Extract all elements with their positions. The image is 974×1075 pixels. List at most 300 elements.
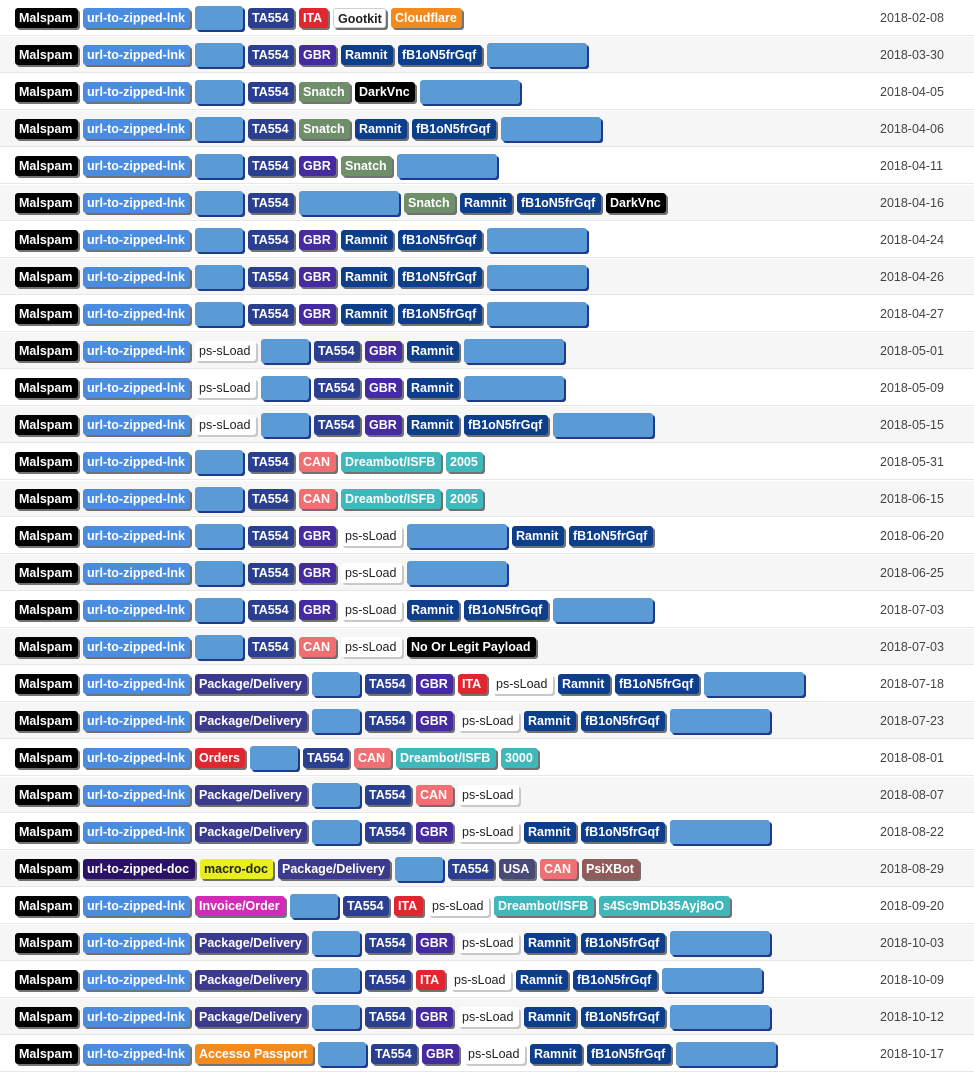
table-row[interactable] [0,555,974,591]
tag-malspam[interactable]: Malspam [15,193,78,213]
tag-gbr[interactable]: GBR [365,341,402,361]
tag-dreambot-isfb[interactable]: Dreambot/ISFB [341,452,441,472]
tag-accesso-passport[interactable]: Accesso Passport [195,1044,313,1064]
tag-can[interactable]: CAN [299,489,336,509]
redacted-block [250,746,298,770]
table-row[interactable] [0,592,974,628]
tag-package-delivery[interactable]: Package/Delivery [195,970,307,990]
table-row[interactable] [0,74,974,110]
row-date: 2018-07-18 [880,677,944,691]
tag-malspam[interactable]: Malspam [15,378,78,398]
table-row[interactable] [0,888,974,924]
table-row[interactable] [0,0,974,36]
redacted-block [299,191,399,215]
row-date: 2018-07-23 [880,714,944,728]
tag-ps-sload[interactable]: ps-sLoad [341,600,402,620]
tag-ramnit[interactable]: Ramnit [512,526,564,546]
tag-malspam[interactable]: Malspam [15,45,78,65]
tag-ta554[interactable]: TA554 [248,119,294,139]
tag-fb1on5frgqf[interactable]: fB1oN5frGqf [464,600,548,620]
table-row[interactable] [0,185,974,221]
tag-malspam[interactable]: Malspam [15,822,78,842]
tag-ta554[interactable]: TA554 [248,637,294,657]
tag-url-to-zipped-lnk[interactable]: url-to-zipped-lnk [83,230,190,250]
tag-ps-sload[interactable]: ps-sLoad [458,1007,519,1027]
tag-gbr[interactable]: GBR [299,230,336,250]
redacted-block [420,80,520,104]
tag-ramnit[interactable]: Ramnit [516,970,568,990]
tag-fb1on5frgqf[interactable]: fB1oN5frGqf [517,193,601,213]
tag-url-to-zipped-lnk[interactable]: url-to-zipped-lnk [83,82,190,102]
table-row[interactable] [0,740,974,776]
tag-package-delivery[interactable]: Package/Delivery [195,1007,307,1027]
tag-ramnit[interactable]: Ramnit [407,378,459,398]
row-date: 2018-10-09 [880,973,944,987]
tag-gbr[interactable]: GBR [365,415,402,435]
tag-url-to-zipped-lnk[interactable]: url-to-zipped-lnk [83,193,190,213]
tag-fb1on5frgqf[interactable]: fB1oN5frGqf [398,230,482,250]
tag-ramnit[interactable]: Ramnit [341,267,393,287]
tag-fb1on5frgqf[interactable]: fB1oN5frGqf [464,415,548,435]
tag-fb1on5frgqf[interactable]: fB1oN5frGqf [398,267,482,287]
row-date: 2018-09-20 [880,899,944,913]
tag-ta554[interactable]: TA554 [365,785,411,805]
tag-gbr[interactable]: GBR [299,45,336,65]
tag-ta554[interactable]: TA554 [314,341,360,361]
tag-usa[interactable]: USA [499,859,535,879]
tag-package-delivery[interactable]: Package/Delivery [195,785,307,805]
tag-can[interactable]: CAN [354,748,391,768]
tag-ita[interactable]: ITA [394,896,423,916]
row-date: 2018-04-26 [880,270,944,284]
tag-fb1on5frgqf[interactable]: fB1oN5frGqf [573,970,657,990]
tag-ta554[interactable]: TA554 [248,489,294,509]
table-row[interactable] [0,37,974,73]
tag-ta554[interactable]: TA554 [365,1007,411,1027]
table-row[interactable] [0,518,974,554]
tag-ta554[interactable]: TA554 [248,156,294,176]
tag-ramnit[interactable]: Ramnit [341,304,393,324]
tag-orders[interactable]: Orders [195,748,245,768]
tag-ta554[interactable]: TA554 [248,526,294,546]
table-row[interactable] [0,814,974,850]
tag-ramnit[interactable]: Ramnit [341,230,393,250]
tag-dreambot-isfb[interactable]: Dreambot/ISFB [396,748,496,768]
tag-malspam[interactable]: Malspam [15,1044,78,1064]
tag-malspam[interactable]: Malspam [15,748,78,768]
tag-malspam[interactable]: Malspam [15,119,78,139]
redacted-block [195,80,243,104]
redacted-block [261,413,309,437]
tag-ps-sload[interactable]: ps-sLoad [195,378,256,398]
redacted-block [407,524,507,548]
row-date: 2018-04-06 [880,122,944,136]
tag-2005[interactable]: 2005 [446,452,483,472]
tag-malspam[interactable]: Malspam [15,452,78,472]
tag-malspam[interactable]: Malspam [15,896,78,916]
redacted-block [312,968,360,992]
redacted-block [407,561,507,585]
redacted-block [195,265,243,289]
redacted-block [464,376,564,400]
tag-malspam[interactable]: Malspam [15,933,78,953]
row-date: 2018-10-17 [880,1047,944,1061]
tag-url-to-zipped-lnk[interactable]: url-to-zipped-lnk [83,156,190,176]
tag-cloudflare[interactable]: Cloudflare [391,8,462,28]
tag-ramnit[interactable]: Ramnit [524,933,576,953]
tag-malspam[interactable]: Malspam [15,637,78,657]
redacted-block [195,117,243,141]
row-date: 2018-10-03 [880,936,944,950]
tag-fb1on5frgqf[interactable]: fB1oN5frGqf [398,304,482,324]
tag-ta554[interactable]: TA554 [248,8,294,28]
redacted-block [312,931,360,955]
tag-fb1on5frgqf[interactable]: fB1oN5frGqf [587,1044,671,1064]
row-date: 2018-06-15 [880,492,944,506]
tag-malspam[interactable]: Malspam [15,341,78,361]
tag-package-delivery[interactable]: Package/Delivery [278,859,390,879]
tag-ps-sload[interactable]: ps-sLoad [458,711,519,731]
tag-url-to-zipped-lnk[interactable]: url-to-zipped-lnk [83,970,190,990]
row-date: 2018-05-01 [880,344,944,358]
tag-fb1on5frgqf[interactable]: fB1oN5frGqf [412,119,496,139]
tag-darkvnc[interactable]: DarkVnc [606,193,666,213]
row-date: 2018-05-09 [880,381,944,395]
tag-url-to-zipped-lnk[interactable]: url-to-zipped-lnk [83,600,190,620]
tag-macro-doc[interactable]: macro-doc [200,859,273,879]
row-date: 2018-08-01 [880,751,944,765]
redacted-block [195,43,243,67]
redacted-block [704,672,804,696]
table-row[interactable] [0,222,974,258]
tag-gbr[interactable]: GBR [416,711,453,731]
table-row[interactable] [0,148,974,184]
tag-fb1on5frgqf[interactable]: fB1oN5frGqf [569,526,653,546]
tag-ta554[interactable]: TA554 [365,711,411,731]
tag-gbr[interactable]: GBR [299,526,336,546]
table-row[interactable] [0,259,974,295]
row-date: 2018-08-07 [880,788,944,802]
redacted-block [195,450,243,474]
table-row[interactable] [0,962,974,998]
tag-malspam[interactable]: Malspam [15,230,78,250]
redacted-block [195,154,243,178]
redacted-block [553,598,653,622]
tag-can[interactable]: CAN [416,785,453,805]
redacted-block [464,339,564,363]
tag-no-or-legit-payload[interactable]: No Or Legit Payload [407,637,536,657]
tag-ramnit[interactable]: Ramnit [407,415,459,435]
table-row[interactable] [0,851,974,887]
redacted-block [487,43,587,67]
tag-url-to-zipped-lnk[interactable]: url-to-zipped-lnk [83,711,190,731]
tag-ta554[interactable]: TA554 [314,415,360,435]
tag-can[interactable]: CAN [299,452,336,472]
tag-url-to-zipped-lnk[interactable]: url-to-zipped-lnk [83,822,190,842]
tag-ps-sload[interactable]: ps-sLoad [458,822,519,842]
tag-gbr[interactable]: GBR [416,674,453,694]
tag-malspam[interactable]: Malspam [15,267,78,287]
tag-ta554[interactable]: TA554 [248,600,294,620]
tag-url-to-zipped-lnk[interactable]: url-to-zipped-lnk [83,341,190,361]
redacted-block [553,413,653,437]
tag-snatch[interactable]: Snatch [299,82,350,102]
tag-snatch[interactable]: Snatch [404,193,455,213]
tag-dreambot-isfb[interactable]: Dreambot/ISFB [341,489,441,509]
tag-ps-sload[interactable]: ps-sLoad [450,970,511,990]
table-row[interactable] [0,296,974,332]
redacted-block [501,117,601,141]
tag-ta554[interactable]: TA554 [365,933,411,953]
table-row[interactable] [0,703,974,739]
tag-ta554[interactable]: TA554 [248,230,294,250]
tag-malspam[interactable]: Malspam [15,304,78,324]
redacted-block [195,302,243,326]
redacted-block [195,191,243,215]
redacted-block [318,1042,366,1066]
tag-ta554[interactable]: TA554 [448,859,494,879]
tag-ps-sload[interactable]: ps-sLoad [458,785,519,805]
row-date: 2018-04-16 [880,196,944,210]
tag-ramnit[interactable]: Ramnit [530,1044,582,1064]
redacted-block [195,561,243,585]
tag-psixbot[interactable]: PsiXBot [582,859,639,879]
row-date: 2018-05-31 [880,455,944,469]
tag-s4sc9mdb35ayj8oo[interactable]: s4Sc9mDb35Ayj8oO [599,896,730,916]
tag-3000[interactable]: 3000 [501,748,538,768]
tag-gbr[interactable]: GBR [416,933,453,953]
tag-url-to-zipped-lnk[interactable]: url-to-zipped-lnk [83,1044,190,1064]
tag-ita[interactable]: ITA [458,674,487,694]
tag-malspam[interactable]: Malspam [15,563,78,583]
tag-url-to-zipped-lnk[interactable]: url-to-zipped-lnk [83,526,190,546]
tag-malspam[interactable]: Malspam [15,859,78,879]
tag-gbr[interactable]: GBR [365,378,402,398]
tag-snatch[interactable]: Snatch [341,156,392,176]
tag-url-to-zipped-lnk[interactable]: url-to-zipped-lnk [83,748,190,768]
tag-url-to-zipped-lnk[interactable]: url-to-zipped-lnk [83,452,190,472]
tag-snatch[interactable]: Snatch [299,119,350,139]
tag-url-to-zipped-lnk[interactable]: url-to-zipped-lnk [83,563,190,583]
row-date: 2018-08-22 [880,825,944,839]
redacted-block [195,6,243,30]
tag-malspam[interactable]: Malspam [15,489,78,509]
tag-url-to-zipped-lnk[interactable]: url-to-zipped-lnk [83,785,190,805]
row-date: 2018-04-27 [880,307,944,321]
tag-url-to-zipped-doc[interactable]: url-to-zipped-doc [83,859,195,879]
tag-ramnit[interactable]: Ramnit [524,711,576,731]
redacted-block [290,894,338,918]
tag-url-to-zipped-lnk[interactable]: url-to-zipped-lnk [83,119,190,139]
tag-url-to-zipped-lnk[interactable]: url-to-zipped-lnk [83,8,190,28]
tag-ps-sload[interactable]: ps-sLoad [341,563,402,583]
tag-gbr[interactable]: GBR [299,267,336,287]
tag-ta554[interactable]: TA554 [343,896,389,916]
tag-url-to-zipped-lnk[interactable]: url-to-zipped-lnk [83,489,190,509]
tag-url-to-zipped-lnk[interactable]: url-to-zipped-lnk [83,1007,190,1027]
tag-gbr[interactable]: GBR [416,1007,453,1027]
tag-url-to-zipped-lnk[interactable]: url-to-zipped-lnk [83,45,190,65]
tag-url-to-zipped-lnk[interactable]: url-to-zipped-lnk [83,637,190,657]
row-date: 2018-05-15 [880,418,944,432]
tag-ramnit[interactable]: Ramnit [341,45,393,65]
table-row[interactable] [0,111,974,147]
row-date: 2018-02-08 [880,11,944,25]
redacted-block [676,1042,776,1066]
tag-ramnit[interactable]: Ramnit [558,674,610,694]
tag-ramnit[interactable]: Ramnit [524,822,576,842]
tag-fb1on5frgqf[interactable]: fB1oN5frGqf [581,822,665,842]
tag-ta554[interactable]: TA554 [248,193,294,213]
redacted-block [670,1005,770,1029]
redacted-block [261,339,309,363]
tag-gbr[interactable]: GBR [299,600,336,620]
tag-malspam[interactable]: Malspam [15,415,78,435]
tag-ps-sload[interactable]: ps-sLoad [492,674,553,694]
tag-ps-sload[interactable]: ps-sLoad [341,637,402,657]
tag-gbr[interactable]: GBR [299,156,336,176]
redacted-block [395,857,443,881]
table-row[interactable] [0,444,974,480]
row-date: 2018-08-29 [880,862,944,876]
tag-gootkit[interactable]: Gootkit [333,8,386,28]
tag-url-to-zipped-lnk[interactable]: url-to-zipped-lnk [83,674,190,694]
redacted-block [487,228,587,252]
tag-ps-sload[interactable]: ps-sLoad [464,1044,525,1064]
row-date: 2018-07-03 [880,603,944,617]
tag-url-to-zipped-lnk[interactable]: url-to-zipped-lnk [83,304,190,324]
tag-malspam[interactable]: Malspam [15,600,78,620]
tag-malspam[interactable]: Malspam [15,1007,78,1027]
tag-ta554[interactable]: TA554 [248,45,294,65]
tag-malspam[interactable]: Malspam [15,674,78,694]
tag-ta554[interactable]: TA554 [365,822,411,842]
row-date: 2018-04-11 [880,159,944,173]
tag-fb1on5frgqf[interactable]: fB1oN5frGqf [581,1007,665,1027]
tag-malspam[interactable]: Malspam [15,785,78,805]
redacted-block [662,968,762,992]
tag-fb1on5frgqf[interactable]: fB1oN5frGqf [615,674,699,694]
tag-malspam[interactable]: Malspam [15,526,78,546]
redacted-block [195,524,243,548]
tag-package-delivery[interactable]: Package/Delivery [195,933,307,953]
table-row[interactable] [0,333,974,369]
tag-ta554[interactable]: TA554 [365,674,411,694]
redacted-block [397,154,497,178]
tag-malspam[interactable]: Malspam [15,711,78,731]
redacted-block [670,709,770,733]
tag-ramnit[interactable]: Ramnit [355,119,407,139]
table-row[interactable] [0,925,974,961]
tag-ps-sload[interactable]: ps-sLoad [341,526,402,546]
redacted-block [312,783,360,807]
tag-ta554[interactable]: TA554 [248,267,294,287]
table-row[interactable] [0,629,974,665]
row-date: 2018-06-25 [880,566,944,580]
tag-ta554[interactable]: TA554 [248,304,294,324]
tag-ta554[interactable]: TA554 [371,1044,417,1064]
tag-url-to-zipped-lnk[interactable]: url-to-zipped-lnk [83,933,190,953]
tag-url-to-zipped-lnk[interactable]: url-to-zipped-lnk [83,896,190,916]
tag-ta554[interactable]: TA554 [248,82,294,102]
tag-ramnit[interactable]: Ramnit [460,193,512,213]
tag-malspam[interactable]: Malspam [15,156,78,176]
tag-malspam[interactable]: Malspam [15,970,78,990]
tag-ita[interactable]: ITA [416,970,445,990]
tag-fb1on5frgqf[interactable]: fB1oN5frGqf [581,711,665,731]
tag-can[interactable]: CAN [299,637,336,657]
tag-ta554[interactable]: TA554 [314,378,360,398]
tag-malspam[interactable]: Malspam [15,82,78,102]
tag-ramnit[interactable]: Ramnit [407,341,459,361]
table-row[interactable] [0,666,974,702]
redacted-block [487,265,587,289]
redacted-block [312,1005,360,1029]
redacted-block [312,709,360,733]
redacted-block [195,487,243,511]
tag-ta554[interactable]: TA554 [248,452,294,472]
tag-ps-sload[interactable]: ps-sLoad [458,933,519,953]
tag-url-to-zipped-lnk[interactable]: url-to-zipped-lnk [83,267,190,287]
row-date: 2018-04-05 [880,85,944,99]
tag-package-delivery[interactable]: Package/Delivery [195,822,307,842]
row-date: 2018-06-20 [880,529,944,543]
tag-gbr[interactable]: GBR [416,822,453,842]
tag-ta554[interactable]: TA554 [365,970,411,990]
table-row[interactable] [0,370,974,406]
tag-ps-sload[interactable]: ps-sLoad [195,415,256,435]
tag-ps-sload[interactable]: ps-sLoad [428,896,489,916]
tag-gbr[interactable]: GBR [299,563,336,583]
table-row[interactable] [0,481,974,517]
tag-ita[interactable]: ITA [299,8,328,28]
tag-fb1on5frgqf[interactable]: fB1oN5frGqf [398,45,482,65]
tag-url-to-zipped-lnk[interactable]: url-to-zipped-lnk [83,378,190,398]
tag-ramnit[interactable]: Ramnit [407,600,459,620]
redacted-block [195,598,243,622]
redacted-block [261,376,309,400]
tag-invoice-order[interactable]: Invoice/Order [195,896,285,916]
redacted-block [195,635,243,659]
table-row[interactable] [0,1036,974,1072]
tag-ta554[interactable]: TA554 [303,748,349,768]
tag-malspam[interactable]: Malspam [15,8,78,28]
table-row[interactable] [0,999,974,1035]
tag-gbr[interactable]: GBR [422,1044,459,1064]
redacted-block [312,672,360,696]
redacted-block [670,820,770,844]
tag-ta554[interactable]: TA554 [248,563,294,583]
table-row[interactable] [0,407,974,443]
tag-fb1on5frgqf[interactable]: fB1oN5frGqf [581,933,665,953]
redacted-block [487,302,587,326]
tag-2005[interactable]: 2005 [446,489,483,509]
tag-dreambot-isfb[interactable]: Dreambot/ISFB [494,896,594,916]
tag-ps-sload[interactable]: ps-sLoad [195,341,256,361]
row-date: 2018-04-24 [880,233,944,247]
tag-can[interactable]: CAN [540,859,577,879]
table-row[interactable] [0,777,974,813]
tag-url-to-zipped-lnk[interactable]: url-to-zipped-lnk [83,415,190,435]
tag-gbr[interactable]: GBR [299,304,336,324]
tag-ramnit[interactable]: Ramnit [524,1007,576,1027]
row-date: 2018-10-12 [880,1010,944,1024]
tag-package-delivery[interactable]: Package/Delivery [195,674,307,694]
redacted-block [670,931,770,955]
tag-darkvnc[interactable]: DarkVnc [355,82,415,102]
row-date: 2018-03-30 [880,48,944,62]
tag-package-delivery[interactable]: Package/Delivery [195,711,307,731]
